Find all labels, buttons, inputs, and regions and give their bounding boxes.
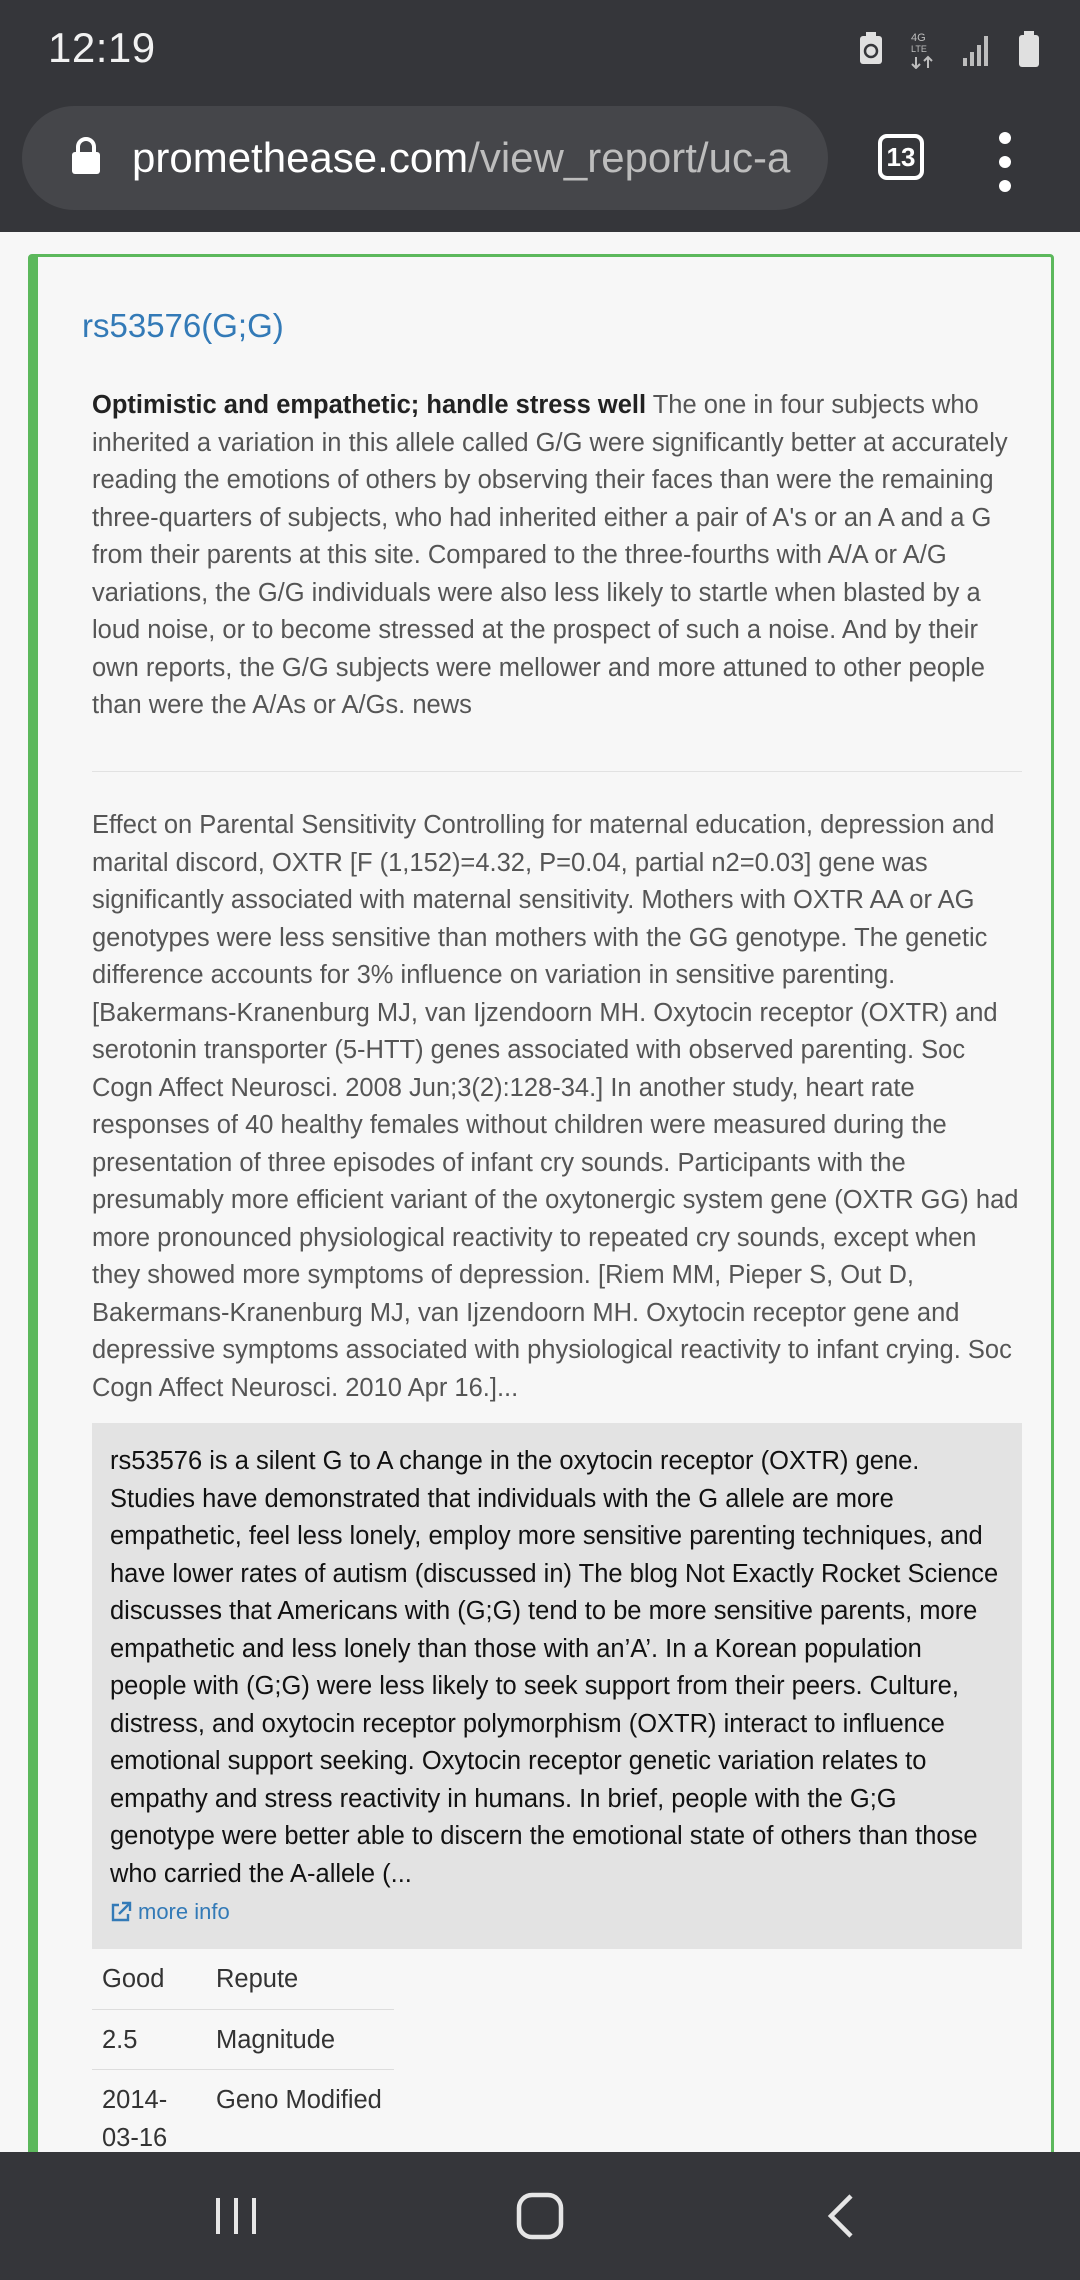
- recent-apps-button[interactable]: [156, 2152, 316, 2280]
- lock-icon[interactable]: [70, 136, 102, 176]
- svg-text:4G: 4G: [911, 32, 926, 44]
- genotype-card: [28, 254, 1054, 2152]
- property-label: Magnitude: [206, 2009, 394, 2070]
- recent-apps-icon: [213, 2196, 259, 2236]
- status-icons: [858, 28, 1040, 70]
- status-bar: [0, 0, 1080, 96]
- page-content: [0, 232, 1080, 2152]
- system-navigation-bar: [0, 2152, 1080, 2280]
- property-label: Repute: [216, 1965, 299, 1993]
- table-row: [92, 2070, 394, 2153]
- table-row: [92, 1949, 394, 2009]
- signal-icon: [962, 32, 992, 66]
- home-button[interactable]: [460, 2152, 620, 2280]
- back-button[interactable]: [760, 2152, 920, 2280]
- property-value: Good: [102, 1965, 165, 1993]
- table-row: [92, 2009, 394, 2070]
- url-path: /view_report/uc-a: [468, 134, 791, 181]
- status-time: 12:19: [48, 24, 156, 71]
- genotype-title-link[interactable]: rs53576(G;G): [82, 307, 284, 344]
- back-icon: [825, 2193, 855, 2239]
- divider: [92, 771, 1022, 772]
- more-options-icon[interactable]: [990, 132, 1020, 192]
- parental-sensitivity-paragraph: Effect on Parental Sensitivity Controlling for maternal education, depression and marital discord, OXTR [F (1,152)=4.32, P=0.04, partial n2=0.03] gene was significantly associated with maternal sensitivity. Mothers with OXTR AA or AG genotypes were less sensitive than mothers with the GG genotype. The genetic difference accounts for 3% influence on variation in sensitive parenting. [Bakermans-Kranenburg MJ, van Ijzendoorn MH. Oxytocin receptor (OXTR) and serotonin transporter (5-HTT) genes associated with observed parenting. Soc Cogn Affect Neurosci. 2008 Jun;3(2):128-34.] In another study, heart rate responses of 40 healthy females without children were measured during the presentation of three episodes of infant cry sounds. Participants with the presumably more efficient variant of the oxytonergic system gene (OXTR GG) had more pronounced physiological reactivity to repeated cry sounds, except when they showed more symptoms of depression. [Riem MM, Pieper S, Out D, Bakermans-Kranenburg MJ, van Ijzendoorn MH. Oxytocin receptor gene and depressive symptoms associated with physiological reactivity to infant crying. Soc Cogn Affect Neurosci. 2010 Apr 16.]...: [92, 811, 1019, 1402]
- address-bar[interactable]: [22, 106, 828, 210]
- property-value: 2.5: [92, 2009, 206, 2070]
- external-link-icon: [110, 1901, 132, 1923]
- summary-headline: Optimistic and empathetic; handle stress well: [92, 391, 647, 419]
- genotype-summary: [92, 387, 1022, 725]
- battery-saver-icon: [858, 32, 884, 66]
- property-label: Geno Modified: [206, 2070, 394, 2153]
- properties-table: [92, 1949, 394, 2152]
- network-4g-icon: [910, 29, 936, 69]
- snp-description-text: rs53576 is a silent G to A change in the oxytocin receptor (OXTR) gene. Studies have demonstrated that individuals with the G allele are more empathetic, feel less lonely, employ more sensitive parenting techniques, and have lower rates of autism (discussed in) The blog Not Exactly Rocket Science discusses that Americans with (G;G) tend to be more sensitive parents, more empathetic and less lonely than those with an’A’. In a Korean population people with (G;G) were less likely to seek support from their peers. Culture, distress, and oxytocin receptor polymorphism (OXTR) interact to influence emotional support seeking. Oxytocin receptor genetic variation relates to empathy and stress reactivity in humans. In brief, people with the G;G genotype were better able to discern the emotional state of others than those who carried the A-allele (...: [110, 1447, 999, 1888]
- property-value: 2014-03-16: [92, 2070, 206, 2153]
- url-text[interactable]: [132, 134, 822, 186]
- browser-toolbar: [0, 96, 1080, 232]
- url-host: promethease.com: [132, 134, 469, 181]
- more-info-label: more info: [138, 1899, 230, 1924]
- home-icon: [516, 2192, 564, 2240]
- svg-text:LTE: LTE: [911, 44, 927, 54]
- snp-description-box: [92, 1423, 1022, 1949]
- battery-icon: [1018, 31, 1040, 67]
- summary-text: The one in four subjects who inherited a variation in this allele called G/G were significantly better at accurately reading the emotions of others by observing their faces than were the remaining three-quarters of subjects, who had inherited either a pair of A's or an A and a G from their parents at this site. Compared to the three-fourths with A/A or A/G variations, the G/G individuals were also less likely to startle when blasted by a loud noise, or to become stressed at the prospect of such a noise. And by their own reports, the G/G subjects were mellower and more attuned to other people than were the A/As or A/Gs. news: [92, 391, 1008, 719]
- more-info-link[interactable]: [110, 1899, 1004, 1925]
- tab-switcher-button[interactable]: 13: [878, 134, 924, 180]
